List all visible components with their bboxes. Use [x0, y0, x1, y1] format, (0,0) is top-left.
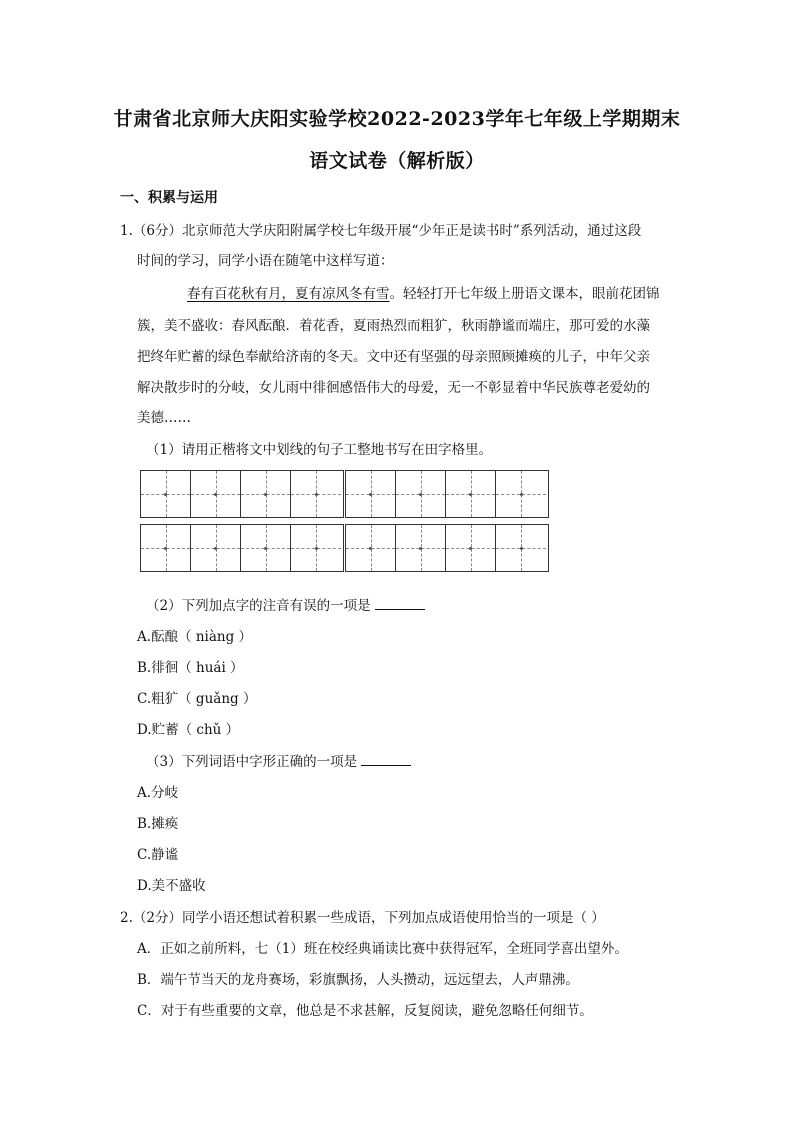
- tianzige-cell[interactable]: [191, 525, 241, 571]
- tianzige-cell[interactable]: [141, 525, 191, 571]
- exam-title-line2: 语文试卷（解析版）: [309, 150, 485, 172]
- tianzige-cell[interactable]: [291, 471, 341, 517]
- q2-option-a: A．正如之前所料，七（1）班在校经典诵读比赛中获得冠军，全班同学喜出望外。: [137, 941, 628, 957]
- tianzige-cell[interactable]: [346, 525, 396, 571]
- tianzige-block-1[interactable]: [140, 470, 344, 518]
- sub2-option-b: B.徘徊（ huái ）: [137, 660, 244, 676]
- q1-sub3-text: （3）下列词语中字形正确的一项是: [146, 754, 358, 770]
- q1-intro-line1: 1.（6分）北京师范大学庆阳附属学校七年级开展“少年正是读书时”系列活动，通过这段: [120, 223, 642, 239]
- sub3-option-b: B.摊痪: [137, 816, 179, 832]
- q2-option-c: C．对于有些重要的文章，他总是不求甚解，反复阅读，避免忽略任何细节。: [137, 1003, 593, 1019]
- passage-line1-rest: 。轻轻打开七年级上册语文课本，眼前花团锦: [389, 286, 660, 302]
- q2-stem: 2.（2分）同学小语还想试着积累一些成语，下列加点成语使用恰当的一项是（ ）: [120, 910, 605, 926]
- tianzige-cell[interactable]: [191, 471, 241, 517]
- sub2-option-d: D.贮蓄（ chǔ ）: [137, 722, 240, 738]
- sub2-option-a: A.酝酿（ niàng ）: [137, 629, 253, 645]
- tianzige-cell[interactable]: [396, 471, 446, 517]
- q1-sub3: [146, 750, 411, 770]
- q1-sub2-text: （2）下列加点字的注音有误的一项是: [146, 598, 371, 614]
- tianzige-cell[interactable]: [396, 525, 446, 571]
- passage-line5: 美德……: [137, 410, 191, 426]
- tianzige-cell[interactable]: [446, 525, 496, 571]
- exam-title-line1: 甘肃省北京师大庆阳实验学校2022-2023学年七年级上学期期末: [113, 108, 681, 130]
- tianzige-cell[interactable]: [141, 471, 191, 517]
- passage-line2: 簇，美不盛收：春风酝酿．着花香，夏雨热烈而粗犷，秋雨静谧而端庄，那可爱的水藻: [137, 318, 650, 334]
- sub3-option-d: D.美不盛收: [137, 878, 206, 894]
- tianzige-block-4[interactable]: [345, 524, 549, 572]
- tianzige-block-2[interactable]: [345, 470, 549, 518]
- q1-intro-line2: 时间的学习，同学小语在随笔中这样写道：: [137, 253, 394, 269]
- sub2-option-c: C.粗犷（ guǎng ）: [137, 691, 257, 707]
- tianzige-cell[interactable]: [291, 525, 341, 571]
- passage-line1: [187, 282, 660, 302]
- q1-sub2: [146, 594, 425, 614]
- tianzige-cell[interactable]: [446, 471, 496, 517]
- sub3-option-c: C.静谧: [137, 847, 179, 863]
- tianzige-cell[interactable]: [496, 525, 546, 571]
- tianzige-cell[interactable]: [241, 525, 291, 571]
- passage-line4: 解决散步时的分岐，女儿雨中徘徊感悟伟大的母爱，无一不彰显着中华民族尊老爱幼的: [137, 380, 650, 396]
- underlined-sentence: 春有百花秋有月，夏有凉风冬有雪: [187, 286, 390, 302]
- answer-blank[interactable]: [375, 597, 425, 610]
- section-heading: 一、积累与运用: [120, 190, 218, 206]
- sub3-option-a: A.分岐: [137, 785, 179, 801]
- passage-line3: 把终年贮蓄的绿色奉献给济南的冬天。文中还有坚强的母亲照顾摊痪的儿子，中年父亲: [137, 349, 650, 365]
- tianzige-block-3[interactable]: [140, 524, 344, 572]
- q2-option-b: B．端午节当天的龙舟赛场，彩旗飘扬，人头攒动，远远望去，人声鼎沸。: [137, 972, 579, 988]
- tianzige-cell[interactable]: [496, 471, 546, 517]
- q1-sub1: （1）请用正楷将文中划线的句子工整地书写在田字格里。: [146, 442, 493, 458]
- tianzige-cell[interactable]: [241, 471, 291, 517]
- answer-blank[interactable]: [361, 753, 411, 766]
- tianzige-cell[interactable]: [346, 471, 396, 517]
